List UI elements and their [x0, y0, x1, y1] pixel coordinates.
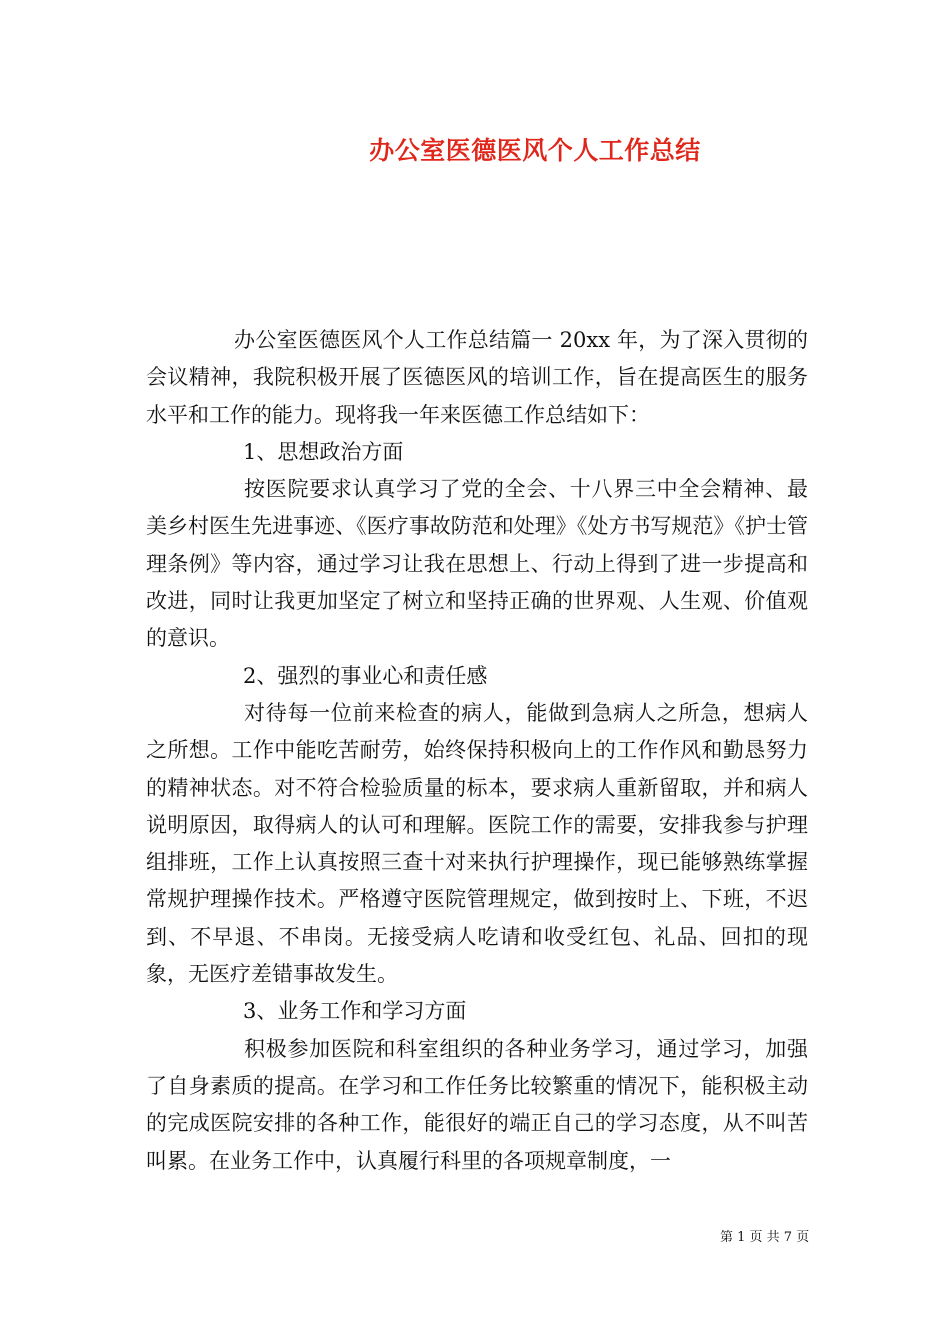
section-heading-3: 3、业务工作和学习方面: [243, 999, 467, 1024]
document-title: [0, 133, 950, 169]
document-body: [146, 322, 808, 1180]
paragraph-section-1: 按医院要求认真学习了党的全会、十八界三中全会精神、最美乡村医生先进事迹、《医疗事故防范和处理》《处方书写规范》《护士管理条例》等内容，通过学习让我在思想上、行动上得到了进一步提高和改进，同时让我更加坚定了树立和坚持正确的世界观、人生观、价值观的意识。: [146, 477, 808, 651]
paragraph-intro: 办公室医德医风个人工作总结篇一 20xx 年，为了深入贯彻的会议精神，我院积极开展了医德医风的培训工作，旨在提高医生的服务水平和工作的能力。现将我一年来医德工作总结如下：: [146, 328, 808, 427]
document-title-text: 办公室医德医风个人工作总结: [369, 136, 701, 165]
paragraph-section-2: 对待每一位前来检查的病人，能做到急病人之所急，想病人之所想。工作中能吃苦耐劳，始终保持积极向上的工作作风和勤恳努力的精神状态。对不符合检验质量的标本，要求病人重新留取，并和病人说明原因，取得病人的认可和理解。医院工作的需要，安排我参与护理组排班，工作上认真按照三查十对来执行护理操作，现已能够熟练掌握常规护理操作技术。严格遵守医院管理规定，做到按时上、下班，不迟到、不早退、不串岗。无接受病人吃请和收受红包、礼品、回扣的现象，无医疗差错事故发生。: [146, 700, 808, 987]
section-heading-2: 2、强烈的事业心和责任感: [243, 663, 488, 688]
paragraph-section-3: 积极参加医院和科室组织的各种业务学习，通过学习，加强了自身素质的提高。在学习和工作任务比较繁重的情况下，能积极主动的完成医院安排的各种工作，能很好的端正自己的学习态度，从不叫苦叫累。在业务工作中，认真履行科里的各项规章制度，一: [146, 1036, 808, 1173]
section-heading-1: 1、思想政治方面: [243, 439, 404, 464]
page-footer: 第 1 页 共 7 页: [720, 1230, 810, 1245]
